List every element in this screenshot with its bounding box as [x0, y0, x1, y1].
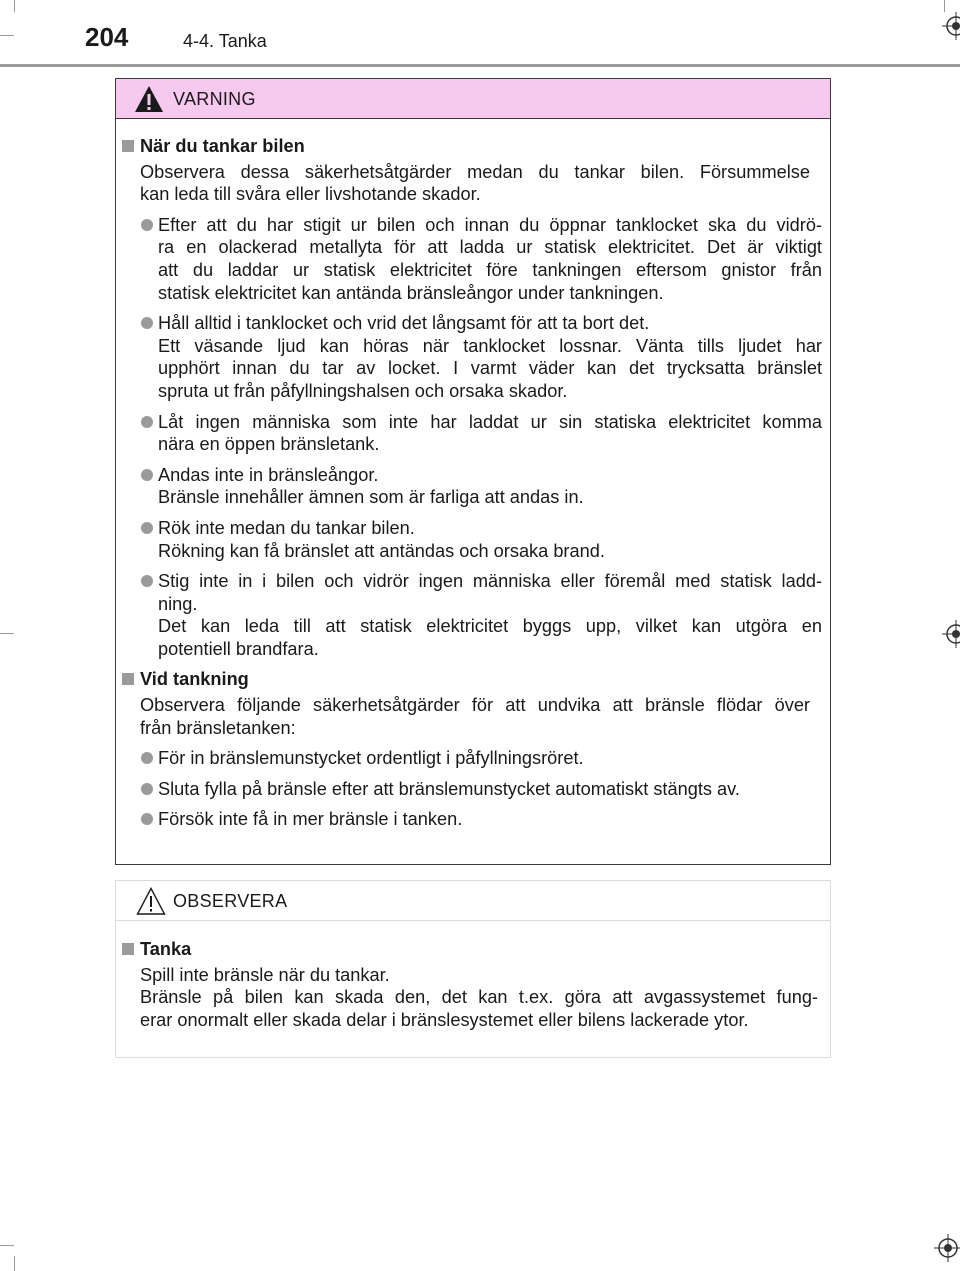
- bullet-line: Rök inte medan du tankar bilen.: [158, 517, 415, 538]
- round-bullet-icon: [141, 522, 153, 534]
- crop-mark: [0, 1245, 14, 1246]
- warning-triangle-outline-icon: [136, 887, 166, 915]
- notice-label: OBSERVERA: [173, 891, 288, 911]
- bullet-line: För in bränslemunstycket ordentligt i påfyllningsröret.: [158, 748, 584, 769]
- registration-mark-icon: [932, 1234, 960, 1262]
- square-bullet-icon: [122, 943, 134, 955]
- intro-line: från bränsletanken:: [140, 717, 296, 738]
- notice-line: Spill inte bränsle när du tankar.: [140, 964, 390, 985]
- round-bullet-icon: [141, 752, 153, 764]
- bullet-line: upphört innan du tar av locket. I varmt väder kan det trycksatta bränslet: [158, 358, 822, 379]
- bullet-line: ra en olackerad metallyta för att ladda ur statisk elektricitet. Det är viktigt: [158, 237, 822, 258]
- bullet-item: [122, 214, 824, 304]
- header-divider: [0, 64, 960, 67]
- warning-box: [115, 78, 831, 865]
- notice-line: Bränsle på bilen kan skada den, det kan t.ex. göra att avgassystemet fung-: [140, 987, 818, 1008]
- bullet-line: Rökning kan få bränslet att antändas och orsaka brand.: [158, 540, 605, 561]
- bullet-line: Försök inte få in mer bränsle i tanken.: [158, 809, 463, 830]
- intro-line: Observera följande säkerhetsåtgärder för att undvika att bränsle flödar över: [140, 695, 810, 716]
- bullet-line: Sluta fylla på bränsle efter att bränslemunstycket automatiskt stängts av.: [158, 778, 740, 799]
- intro-line: kan leda till svåra eller livshotande skador.: [140, 184, 481, 205]
- notice-content: [116, 921, 830, 1031]
- registration-mark-icon: [940, 620, 960, 648]
- warning-section-heading: [122, 135, 824, 158]
- bullet-item: [122, 808, 824, 831]
- bullet-item: [122, 517, 824, 562]
- bullet-item: [122, 778, 824, 801]
- warning-triangle-filled-icon: [134, 85, 164, 113]
- bullet-item: [122, 570, 824, 660]
- notice-box: [115, 880, 831, 1058]
- notice-paragraph: [122, 964, 824, 1032]
- bullet-item: [122, 464, 824, 509]
- warning-content: [116, 119, 830, 831]
- bullet-line: Andas inte in bränsleångor.: [158, 464, 379, 485]
- bullet-item: [122, 411, 824, 456]
- bullet-line: potentiell brandfara.: [158, 638, 319, 659]
- bullet-line: Det kan leda till att statisk elektricitet byggs upp, vilket kan utgöra en: [158, 616, 822, 637]
- bullet-line: Efter att du har stigit ur bilen och innan du öppnar tanklocket ska du vidrö-: [158, 214, 822, 235]
- warning-box-header: [116, 79, 830, 119]
- bullet-item: [122, 312, 824, 402]
- round-bullet-icon: [141, 317, 153, 329]
- notice-line: erar onormalt eller skada delar i bränslesystemet eller bilens lackerade ytor.: [140, 1009, 749, 1030]
- section-intro: [122, 694, 824, 739]
- bullet-item: [122, 747, 824, 770]
- page-header: [0, 0, 960, 70]
- bullet-line: statisk elektricitet kan antända bränsleångor under tankningen.: [158, 282, 664, 303]
- bullet-line: Låt ingen människa som inte har laddat ur sin statiska elektricitet komma: [158, 411, 822, 432]
- bullet-line: att du laddar ur statisk elektricitet före tankningen eftersom gnistor från: [158, 259, 822, 280]
- section-title: 4-4. Tanka: [183, 31, 267, 51]
- page-number: 204: [85, 22, 129, 52]
- section-heading-text: Vid tankning: [140, 669, 249, 690]
- round-bullet-icon: [141, 783, 153, 795]
- square-bullet-icon: [122, 140, 134, 152]
- notice-heading: [122, 938, 824, 961]
- section-heading-text: När du tankar bilen: [140, 136, 305, 156]
- intro-line: Observera dessa säkerhetsåtgärder medan du tankar bilen. Försummelse: [140, 161, 810, 182]
- crop-mark: [0, 633, 14, 634]
- round-bullet-icon: [141, 416, 153, 428]
- bullet-line: nära en öppen bränsletank.: [158, 434, 380, 455]
- bullet-line: Bränsle innehåller ämnen som är farliga att andas in.: [158, 487, 584, 508]
- round-bullet-icon: [141, 813, 153, 825]
- notice-box-header: [116, 881, 830, 921]
- bullet-line: Stig inte in i bilen och vidrör ingen människa eller föremål med statisk ladd-: [158, 571, 822, 592]
- section-intro: [122, 161, 824, 206]
- bullet-line: Ett väsande ljud kan höras när tanklocket lossnar. Vänta tills ljudet har: [158, 335, 822, 356]
- crop-mark: [14, 1256, 15, 1271]
- warning-section-heading: [122, 668, 824, 691]
- bullet-line: ning.: [158, 593, 198, 614]
- round-bullet-icon: [141, 469, 153, 481]
- notice-heading-text: Tanka: [140, 939, 192, 959]
- bullet-line: spruta ut från påfyllningshalsen och orsaka skador.: [158, 380, 568, 401]
- round-bullet-icon: [141, 219, 153, 231]
- square-bullet-icon: [122, 673, 134, 685]
- round-bullet-icon: [141, 575, 153, 587]
- bullet-line: Håll alltid i tanklocket och vrid det långsamt för att ta bort det.: [158, 313, 650, 334]
- warning-label: VARNING: [173, 89, 256, 109]
